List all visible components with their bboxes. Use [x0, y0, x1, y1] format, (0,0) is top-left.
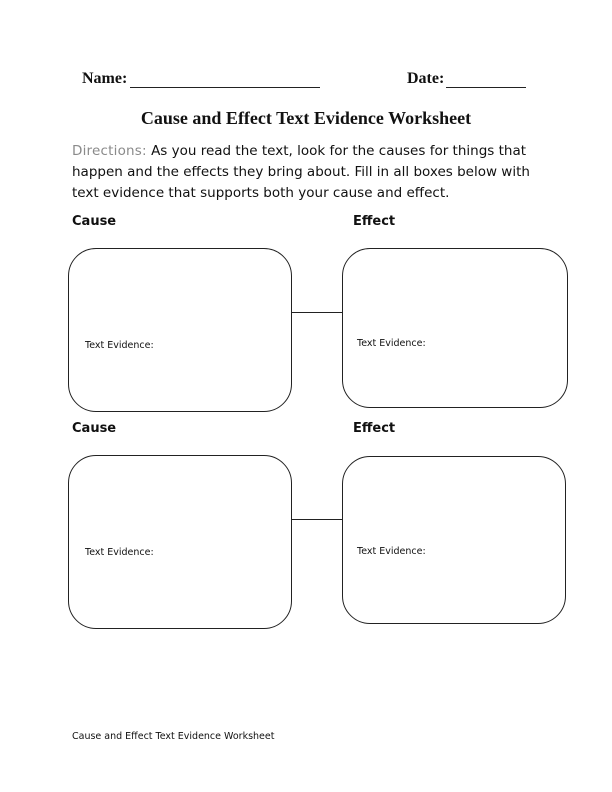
cause-box-2-label: Text Evidence:	[85, 547, 154, 558]
effect-box-2-label: Text Evidence:	[357, 546, 426, 557]
effect-heading-2: Effect	[353, 421, 396, 436]
name-label: Name:	[82, 70, 128, 87]
cause-heading-1: Cause	[72, 214, 117, 229]
directions-text: As you read the text, look for the causes for things that happen and the effects they bring about. Fill in all boxes below with text evidence that supports both your cause and effect.	[72, 143, 530, 201]
page-footer: Cause and Effect Text Evidence Worksheet	[72, 731, 275, 742]
cause-heading-2: Cause	[72, 421, 117, 436]
worksheet-title: Cause and Effect Text Evidence Worksheet	[140, 108, 472, 128]
directions-paragraph	[72, 141, 552, 204]
cause-box-2[interactable]	[68, 455, 292, 629]
connector-line-2	[292, 519, 342, 520]
cause-box-1[interactable]	[68, 248, 292, 412]
effect-box-1-label: Text Evidence:	[357, 338, 426, 349]
directions-label: Directions:	[72, 143, 147, 159]
effect-heading-1: Effect	[353, 214, 396, 229]
name-field-line[interactable]	[130, 87, 320, 88]
date-label: Date:	[407, 70, 445, 87]
date-field-line[interactable]	[446, 87, 526, 88]
connector-line-1	[292, 312, 342, 313]
effect-box-2[interactable]	[342, 456, 566, 624]
effect-box-1[interactable]	[342, 248, 568, 408]
cause-box-1-label: Text Evidence:	[85, 340, 154, 351]
